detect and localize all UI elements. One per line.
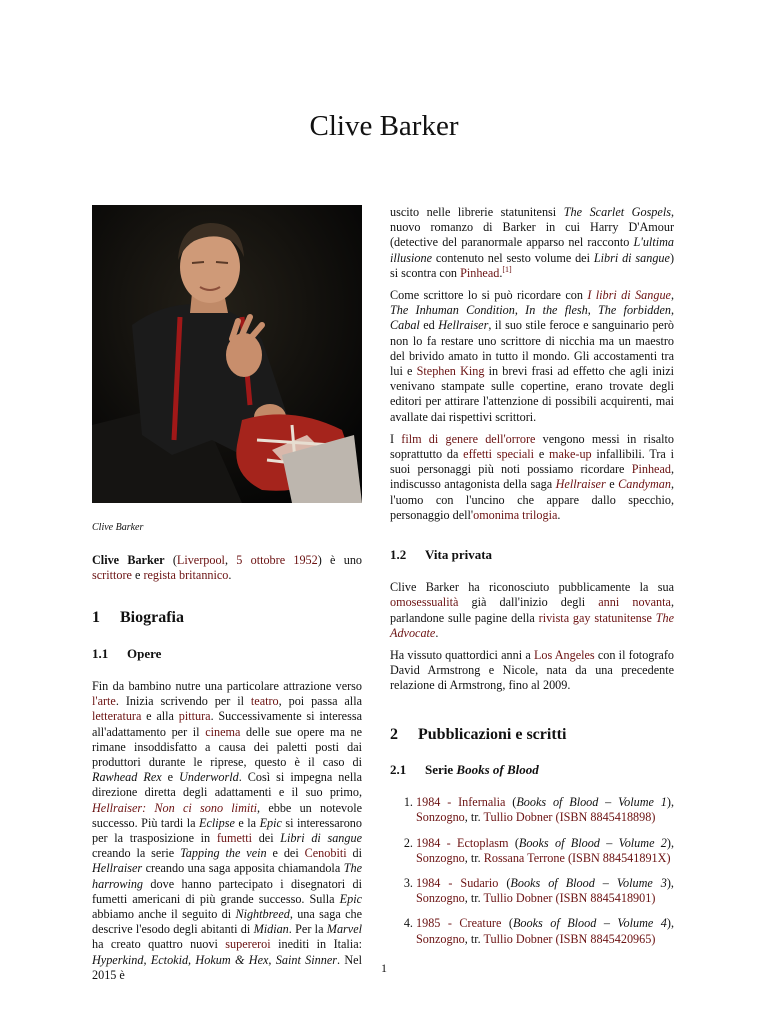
- text-run: già dall'inizio degli: [458, 595, 599, 610]
- inline-link[interactable]: (ISBN 884541891X): [567, 850, 671, 865]
- inline-link[interactable]: anni novanta: [598, 595, 671, 610]
- text-run: , tr.: [464, 810, 484, 825]
- photo-caption: Clive Barker: [92, 522, 144, 533]
- text-run: ) si scontra con: [390, 250, 674, 280]
- text-run: inediti in Italia:: [270, 937, 362, 952]
- text-run: Clive Barker ha riconosciuto pubblicamente la sua: [390, 580, 674, 595]
- opere-paragraph: [92, 679, 362, 983]
- section-heading-biografia: 1 Biografia: [92, 608, 184, 626]
- text-run: .: [499, 265, 503, 280]
- inline-link[interactable]: film di genere dell'orrore: [401, 431, 536, 446]
- text-run: ),: [666, 835, 674, 850]
- link-regista[interactable]: regista britannico: [143, 568, 229, 583]
- text-run: , una saga che descrive l'esodo degli abitanti di: [92, 907, 362, 937]
- inline-link[interactable]: Candyman: [618, 477, 671, 492]
- inline-link[interactable]: I libri di Sangue: [587, 288, 671, 303]
- text-run: ha creato quattro nuovi: [92, 937, 226, 952]
- text-run: Underworld: [179, 770, 239, 785]
- text-run: (: [498, 875, 511, 890]
- text-run: in brevi frasi ad effetto che agli inizi venivano stampate sulle copertine, erano trovate degli editori per attirare l'attenzione di possibili acquirenti, mai avallate dai rispettivi scrittori.: [390, 364, 674, 424]
- text-run: infallibili. Tra i suoi personaggi più noti possiamo ricordare: [390, 447, 674, 477]
- text-run: (: [505, 795, 517, 810]
- vita-privata-paragraph-1: [390, 580, 674, 641]
- text-run: uscito nelle librerie statunitensi: [390, 205, 564, 219]
- text-run: , poi passa alla: [278, 694, 362, 709]
- text-run: Books of Blood – Volume 3: [510, 875, 667, 890]
- link-birthdate[interactable]: 5 ottobre 1952: [236, 553, 318, 568]
- page-title: Clive Barker: [309, 110, 459, 142]
- text-run: , tr.: [464, 931, 484, 946]
- book-list-item: [416, 876, 674, 906]
- text-run: creando la serie: [92, 846, 181, 861]
- text-run: Books of Blood – Volume 4: [512, 916, 667, 931]
- text-run: e: [534, 447, 549, 462]
- text-run: . Successivamente si interessa all'adattamento per il: [92, 709, 362, 739]
- text-run: e: [605, 477, 619, 492]
- text-run: I: [390, 431, 402, 446]
- text-run: . Così si impegna nella direzione diretta degli adattamenti e il suo primo,: [92, 770, 362, 800]
- text-run: Books of Blood – Volume 2: [518, 835, 667, 850]
- section-heading-pubblicazioni: 2 Pubblicazioni e scritti: [390, 725, 567, 743]
- inline-link[interactable]: effetti speciali: [463, 447, 535, 462]
- inline-link[interactable]: 1984 - Infernalia: [416, 795, 506, 810]
- text-run: con il fotografo David Armstrong e Nicole, nata da una precedente relazione di Armstrong, fino al 2009.: [390, 648, 674, 693]
- text-run: Midian: [253, 922, 289, 937]
- inline-link[interactable]: Sonzogno: [416, 810, 465, 825]
- text-run: The Inhuman Condition: [390, 303, 515, 318]
- inline-link[interactable]: Hellraiser: [555, 477, 606, 492]
- text-run: L'ultima illusione: [390, 235, 674, 265]
- right-column: [390, 205, 674, 957]
- text-run: Libri di sangue: [593, 250, 670, 265]
- scrittore-paragraph: [390, 288, 674, 425]
- text-run: Marvel: [326, 922, 362, 937]
- text-run: , indiscusso antagonista della saga: [390, 462, 674, 492]
- text-run: .: [557, 507, 561, 522]
- vita-privata-paragraph-2: [390, 648, 674, 694]
- text-run: ,: [587, 303, 599, 318]
- left-column: [92, 205, 362, 990]
- text-run: delle sue opere ma ne rimane insoddisfatto a causa dei paletti posti dai produttori durante le riprese, questo è il caso di: [92, 724, 362, 770]
- inline-link[interactable]: (ISBN 8845418898): [555, 810, 656, 825]
- inline-link[interactable]: Sonzogno: [416, 931, 465, 946]
- portrait-photo: [92, 205, 362, 503]
- text-run: . Nel 2015 è: [92, 952, 362, 982]
- text-run: Epic: [339, 891, 362, 906]
- inline-link[interactable]: Tullio Dobner: [483, 891, 553, 906]
- text-run: Libri di sangue: [280, 831, 362, 846]
- text-run: Hyperkind, Ectokid, Hokum & Hex, Saint Sinner: [92, 952, 337, 967]
- books-list: [390, 795, 674, 947]
- text-run: , l'uomo con l'uncino che appare dallo specchio, personaggio dell': [390, 477, 674, 522]
- inline-link[interactable]: pittura: [178, 709, 211, 724]
- inline-link[interactable]: Pinhead: [631, 462, 671, 477]
- text-run: contenuto nel sesto volume dei: [431, 250, 594, 265]
- text-run: Eclipse: [199, 815, 235, 830]
- text-run: Rawhead Rex: [92, 770, 162, 785]
- inline-link[interactable]: [1]: [502, 264, 512, 274]
- inline-link[interactable]: letteratura: [92, 709, 142, 724]
- text-run: creando una saga apposita chiamandola: [142, 861, 344, 876]
- text-run: , tr.: [464, 891, 484, 906]
- inline-link[interactable]: omonima trilogia: [473, 507, 558, 522]
- inline-link[interactable]: supereroi: [225, 937, 271, 952]
- film-paragraph: [390, 432, 674, 523]
- text-run: Nightbreed: [235, 907, 290, 922]
- inline-link[interactable]: 1984 - Sudario: [416, 875, 499, 890]
- inline-link[interactable]: l'arte: [92, 694, 116, 709]
- text-run: dei: [252, 831, 281, 846]
- text-run: Epic: [259, 815, 282, 830]
- inline-link[interactable]: Cenobiti: [304, 846, 347, 861]
- text-run: (: [501, 916, 513, 931]
- text-run: (: [508, 835, 519, 850]
- text-run: ,: [514, 303, 526, 318]
- text-run: , il suo stile feroce e sanguinario però non lo fa restare uno scrittore di nicchia ma un maestro del brivido amato in tutto il mondo. Gli accostamenti tra lui e: [390, 318, 674, 379]
- inline-link[interactable]: (ISBN 8845418901): [555, 891, 656, 906]
- inline-link[interactable]: Tullio Dobner: [483, 810, 553, 825]
- inline-link[interactable]: teatro: [250, 694, 279, 709]
- link-liverpool[interactable]: Liverpool: [176, 553, 225, 568]
- text-run: si interessarono per la trasposizione in: [92, 815, 362, 846]
- inline-link[interactable]: rivista gay statunitense: [538, 610, 652, 625]
- link-scrittore[interactable]: scrittore: [92, 568, 132, 583]
- book-list-item: [416, 836, 674, 866]
- text-run: Ha vissuto quattordici anni a: [390, 648, 534, 663]
- inline-link[interactable]: (ISBN 8845420965): [555, 931, 656, 946]
- intro-paragraph: Clive Barker (Liverpool, 5 ottobre 1952) è uno scrittore e regista britannico.: [92, 553, 363, 583]
- text-run: The forbidden: [598, 303, 671, 318]
- text-run: Tapping the vein: [180, 846, 267, 861]
- text-run: e la: [234, 815, 260, 830]
- inline-link[interactable]: Stephen King: [416, 364, 485, 379]
- text-run: e alla: [141, 709, 179, 724]
- subject-name: Clive Barker: [92, 553, 165, 568]
- text-run: abbiamo anche il seguito di: [92, 907, 236, 922]
- scarlet-gospels-paragraph: [390, 205, 674, 281]
- text-run: In the flesh: [525, 303, 588, 318]
- text-run: Hellraiser: [92, 861, 143, 876]
- text-run: . Per la: [288, 922, 327, 937]
- text-run: Come scrittore lo si può ricordare con: [390, 288, 588, 303]
- inline-link[interactable]: Pinhead: [460, 265, 500, 280]
- text-run: , nuovo romanzo di Barker in cui Harry D'Amour (detective del paranormale apparso nel racconto: [390, 205, 674, 250]
- inline-link[interactable]: cinema: [205, 724, 241, 739]
- text-run: . Inizia scrivendo per il: [115, 694, 251, 709]
- inline-link[interactable]: Rossana Terrone: [483, 850, 565, 865]
- inline-link[interactable]: The Advocate: [390, 610, 674, 640]
- inline-link[interactable]: omosessualità: [390, 595, 459, 610]
- inline-link[interactable]: 1984 - Ectoplasm: [416, 835, 509, 850]
- subsection-heading-opere: 1.1 Opere: [92, 645, 162, 661]
- inline-link[interactable]: 1985 - Creature: [416, 916, 502, 931]
- text-run: Hellraiser: [438, 318, 489, 333]
- text-run: vengono messi in risalto soprattutto da: [390, 431, 674, 462]
- text-run: Books of Blood – Volume 1: [516, 795, 667, 810]
- text-run: , parlandone sulle pagine della: [390, 595, 674, 625]
- text-run: ,: [670, 303, 675, 318]
- book-list-item: [416, 795, 674, 825]
- subsection-heading-vita-privata: 1.2 Vita privata: [390, 547, 493, 563]
- book-list-item: [416, 916, 674, 946]
- text-run: .: [435, 625, 439, 640]
- text-run: ),: [666, 795, 674, 810]
- text-run: e: [161, 770, 180, 785]
- inline-link[interactable]: Los Angeles: [533, 648, 595, 663]
- text-run: ),: [666, 875, 674, 890]
- text-run: The Scarlet Gospels: [563, 205, 671, 219]
- page-number: 1: [381, 961, 387, 975]
- text-run: dove hanno partecipato i disegnatori di fumetti americani di più grande successo. Sulla: [92, 876, 362, 906]
- inline-link[interactable]: Sonzogno: [416, 891, 465, 906]
- text-run: , tr.: [464, 850, 484, 865]
- inline-link[interactable]: Tullio Dobner: [483, 931, 553, 946]
- text-run: ),: [666, 916, 674, 931]
- subsection-heading-books-of-blood: 2.1 Serie Books of Blood: [390, 761, 539, 777]
- text-run: ed: [419, 318, 439, 333]
- portrait-image: [92, 205, 362, 503]
- inline-link[interactable]: make-up: [549, 447, 592, 462]
- inline-link[interactable]: fumetti: [216, 831, 253, 846]
- text-run: , ebbe un notevole successo. Più tardi la: [92, 800, 362, 830]
- text-run: Fin da bambino nutre una particolare attrazione verso: [92, 679, 362, 694]
- text-run: The harrowing: [92, 861, 362, 891]
- text-run: Cabal: [390, 318, 420, 333]
- inline-link[interactable]: Hellraiser: Non ci sono limiti: [92, 800, 258, 815]
- text-run: di: [346, 846, 362, 861]
- inline-link[interactable]: Sonzogno: [416, 850, 465, 865]
- text-run: e dei: [266, 846, 305, 861]
- text-run: ,: [670, 288, 674, 303]
